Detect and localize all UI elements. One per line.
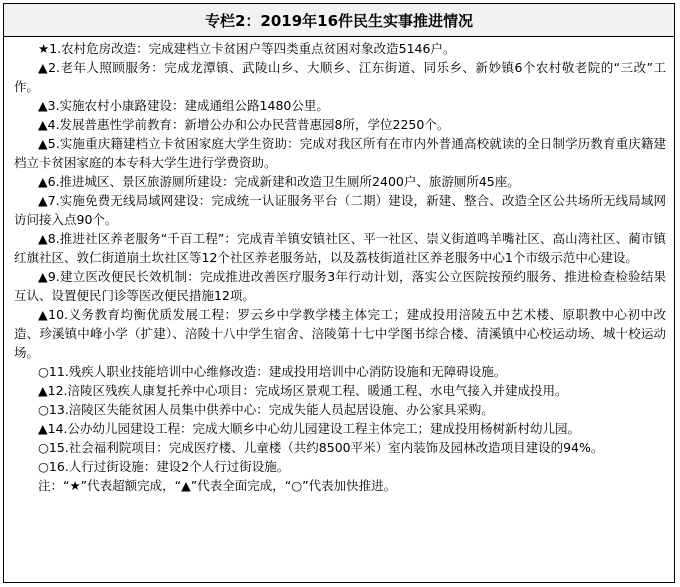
list-item: ▲2.老年人照顾服务：完成龙潭镇、武陵山乡、大顺乡、江东街道、同乐乡、新妙镇6个农村敬老院的“三改”工作。 [14, 60, 666, 94]
list-item: ▲3.实施农村小康路建设：建成通组公路1480公里。 [38, 98, 329, 113]
list-item: ▲6.推进城区、景区旅游厕所建设：完成新建和改造卫生厕所2400户、旅游厕所45座。 [38, 174, 520, 189]
list-item: ○15.社会福利院项目：完成医疗楼、儿童楼（共约8500平米）室内装饰及园林改造项目建设的94%。 [38, 440, 604, 455]
feature-box [3, 3, 675, 583]
list-item: ▲7.实施免费无线局域网建设：完成统一认证服务平台（二期）建设，新建、整合、改造全区公共场所无线局域网访问接入点90个。 [14, 193, 666, 227]
list-item: ▲4.发展普惠性学前教育：新增公办和公办民营普惠园8所，学位2250个。 [38, 117, 450, 132]
list-item: ▲5.实施重庆籍建档立卡贫困家庭大学生资助：完成对我区所有在市内外普通高校就读的全日制学历教育重庆籍建档立卡贫困家庭的本专科大学生进行学费资助。 [14, 136, 666, 170]
list-item: ○11.残疾人职业技能培训中心维修改造：建成投用培训中心消防设施和无障碍设施。 [38, 364, 507, 379]
title-bar [4, 4, 674, 37]
list-item: ○16.人行过街设施：建设2个人行过街设施。 [38, 459, 290, 474]
list-item: ▲8.推进社区养老服务“千百工程”：完成青羊镇安镇社区、平一社区、崇义街道鸣羊嘴社区、高山湾社区、蔺市镇红旗社区、敦仁街道崩土坎社区等12个社区养老服务站，以及荔枝街道社区养老服务中心1个市级示范中心建设。 [14, 231, 666, 265]
list-item: ○13.涪陵区失能贫困人员集中供养中心：完成失能人员起居设施、办公家具采购。 [38, 402, 494, 417]
list-item: ▲12.涪陵区残疾人康复托养中心项目：完成场区景观工程、暖通工程、水电气接入并建成投用。 [38, 383, 568, 398]
list-item: ▲10.义务教育均衡优质发展工程：罗云乡中学教学楼主体完工；建成投用涪陵五中艺术楼、原职教中心初中改造、珍溪镇中峰小学（扩建）、涪陵十八中学生宿舍、涪陵第十七中学图书综合楼、清溪镇中心校运动场、城十校运动场。 [14, 307, 666, 360]
list-item: ▲14.公办幼儿园建设工程：完成大顺乡中心幼儿园建设工程主体完工；建成投用杨树新村幼儿园。 [38, 421, 580, 436]
list-item: ★1.农村危房改造：完成建档立卡贫困户等四类重点贫困对象改造5146户。 [38, 41, 456, 56]
list-item: ▲9.建立医改便民长效机制：完成推进改善医疗服务3年行动计划，落实公立医院按预约服务、推进检查检验结果互认、设置便民门诊等医改便民措施12项。 [14, 269, 666, 303]
box-title: 专栏2：2019年16件民生实事推进情况 [204, 11, 474, 30]
legend-note: 注：“★”代表超额完成，“▲”代表全面完成，“○”代表加快推进。 [38, 478, 397, 493]
content-body [4, 37, 674, 495]
